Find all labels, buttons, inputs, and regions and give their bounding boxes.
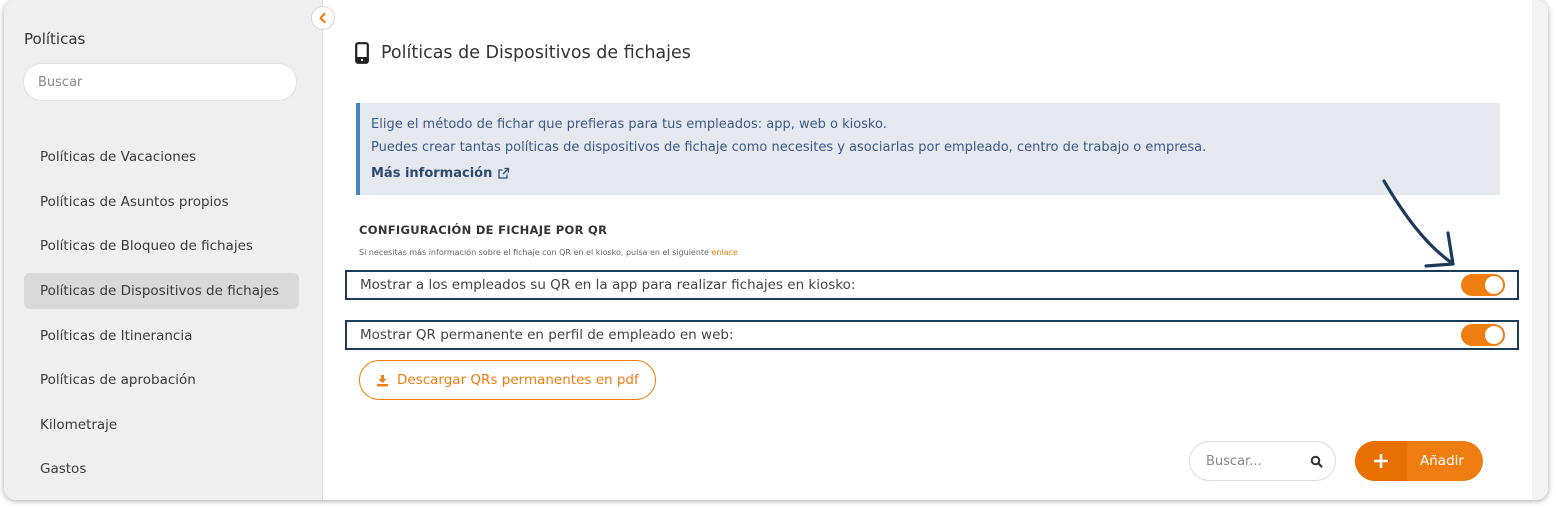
qr-section-title: CONFIGURACIÓN DE FICHAJE POR QR	[359, 223, 608, 237]
qr-permanent-web-label: Mostrar QR permanente en perfil de empleado en web:	[360, 327, 734, 343]
qr-app-kiosk-option	[345, 270, 1519, 300]
toggle-knob	[1485, 276, 1503, 294]
qr-section-subtitle	[359, 248, 738, 257]
qr-info-link[interactable]: enlace	[711, 248, 738, 257]
search-icon[interactable]	[1310, 455, 1323, 468]
scrollbar[interactable]	[1532, 0, 1548, 500]
collapse-sidebar-button[interactable]	[311, 6, 335, 30]
sidebar-item-gastos[interactable]: Gastos	[40, 461, 87, 477]
add-policy-button[interactable]	[1355, 441, 1483, 481]
plus-icon	[1374, 454, 1388, 468]
app-window	[4, 0, 1548, 500]
policies-search-box	[1189, 441, 1336, 481]
external-link-icon	[497, 167, 510, 180]
sidebar-item-itinerancia[interactable]: Políticas de Itinerancia	[40, 328, 193, 344]
page-header	[355, 42, 691, 64]
policies-search-input[interactable]	[1204, 453, 1308, 470]
page-title: Políticas de Dispositivos de fichajes	[381, 43, 691, 63]
annotation-arrow-icon	[1374, 175, 1464, 275]
sidebar-search-input[interactable]	[23, 63, 297, 101]
sidebar-item-kilometraje[interactable]: Kilometraje	[40, 417, 118, 433]
chevron-left-icon	[317, 12, 329, 24]
add-policy-label: Añadir	[1420, 453, 1464, 469]
qr-permanent-web-option	[345, 320, 1519, 350]
plus-icon-container	[1355, 441, 1407, 481]
sidebar-item-dispositivos-fichajes[interactable]: Políticas de Dispositivos de fichajes	[24, 273, 299, 309]
qr-section-subtitle-text: Si necesitas más información sobre el fichaje con QR en el kiosko, pulsa en el siguiente	[359, 248, 709, 257]
more-info-label: Más información	[371, 166, 493, 181]
download-icon	[376, 374, 389, 387]
sidebar-item-asuntos-propios[interactable]: Políticas de Asuntos propios	[40, 194, 229, 210]
sidebar-title: Políticas	[24, 30, 86, 48]
toggle-knob	[1485, 326, 1503, 344]
sidebar-item-bloqueo-fichajes[interactable]: Políticas de Bloqueo de fichajes	[40, 238, 253, 254]
download-qrs-label: Descargar QRs permanentes en pdf	[397, 372, 639, 388]
sidebar-item-aprobacion[interactable]: Políticas de aprobación	[40, 372, 196, 388]
sidebar	[4, 0, 323, 500]
qr-app-kiosk-toggle[interactable]	[1461, 274, 1505, 296]
info-text-line-1: Elige el método de fichar que prefieras para tus empleados: app, web o kiosko.	[371, 117, 887, 132]
main-content	[323, 0, 1548, 500]
download-qrs-button[interactable]	[359, 360, 656, 400]
info-text-line-2: Puedes crear tantas políticas de dispositivos de fichaje como necesites y asociarlas por empleado, centro de trabajo o empresa.	[371, 140, 1207, 155]
qr-permanent-web-toggle[interactable]	[1461, 324, 1505, 346]
phone-icon	[355, 42, 369, 64]
more-info-link[interactable]	[371, 166, 510, 181]
sidebar-item-vacaciones[interactable]: Políticas de Vacaciones	[40, 149, 197, 165]
info-panel	[356, 103, 1500, 195]
qr-app-kiosk-label: Mostrar a los empleados su QR en la app para realizar fichajes en kiosko:	[360, 277, 856, 293]
